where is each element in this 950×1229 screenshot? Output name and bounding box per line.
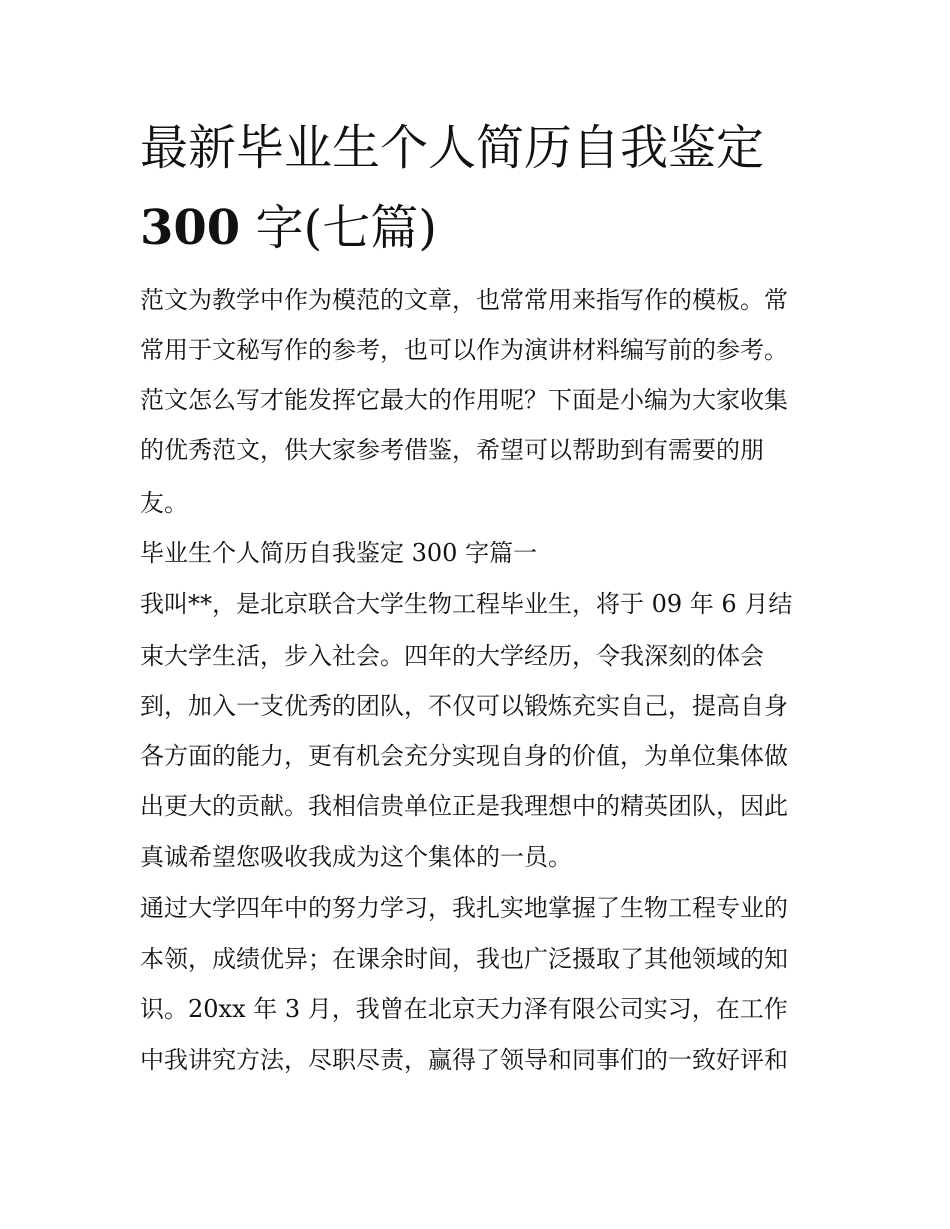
section-heading: 毕业生个人简历自我鉴定 300 字篇一 bbox=[140, 539, 538, 567]
intro-line: 的优秀范文，供大家参考借鉴，希望可以帮助到有需要的朋 bbox=[140, 436, 764, 464]
paragraph-line: 束大学生活，步入社会。四年的大学经历，令我深刻的体会 bbox=[140, 642, 764, 670]
intro-line: 范文怎么写才能发挥它最大的作用呢？下面是小编为大家收集 bbox=[140, 386, 788, 414]
paragraph-line: 各方面的能力，更有机会充分实现自身的价值，为单位集体做 bbox=[140, 742, 788, 770]
title-suffix: 字(七篇) bbox=[240, 200, 437, 256]
document-title-line-2 bbox=[140, 200, 820, 256]
title-number: 300 bbox=[140, 200, 241, 256]
paragraph-line: 中我讲究方法，尽职尽责，赢得了领导和同事们的一致好评和 bbox=[140, 1046, 788, 1074]
paragraph-line: 本领，成绩优异；在课余时间，我也广泛摄取了其他领域的知 bbox=[140, 945, 788, 973]
paragraph-line: 我叫**，是北京联合大学生物工程毕业生，将于 09 年 6 月结 bbox=[140, 590, 793, 618]
paragraph-line: 识。20xx 年 3 月，我曾在北京天力泽有限公司实习，在工作 bbox=[140, 995, 788, 1023]
paragraph-line: 通过大学四年中的努力学习，我扎实地掌握了生物工程专业的 bbox=[140, 894, 788, 922]
paragraph-line: 出更大的贡献。我相信贵单位正是我理想中的精英团队，因此 bbox=[140, 792, 788, 820]
paragraph-line: 到，加入一支优秀的团队，不仅可以锻炼充实自己，提高自身 bbox=[140, 692, 788, 720]
intro-line: 常用于文秘写作的参考，也可以作为演讲材料编写前的参考。 bbox=[140, 336, 788, 364]
paragraph-line: 真诚希望您吸收我成为这个集体的一员。 bbox=[140, 843, 572, 871]
document-title-line-1: 最新毕业生个人简历自我鉴定 bbox=[140, 120, 765, 176]
intro-line: 范文为教学中作为模范的文章，也常常用来指写作的模板。常 bbox=[140, 286, 788, 314]
intro-line: 友。 bbox=[140, 489, 188, 517]
